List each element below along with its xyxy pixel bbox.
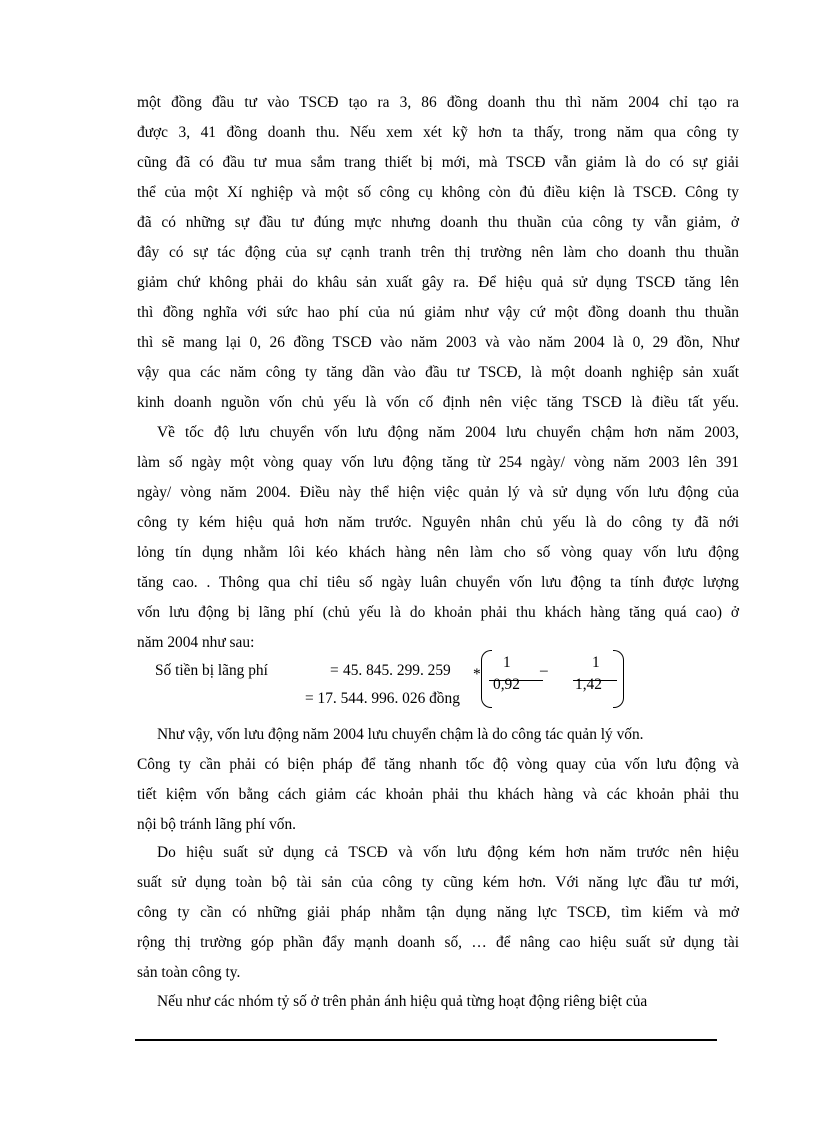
text-line: suất sử dụng toàn bộ tài sản của công ty cũng kém hơn. Với năng lực đầu tư mới, [137, 874, 739, 891]
fraction-2-denominator: 1,42 [575, 676, 602, 693]
text-line: công ty kém hiệu quả hơn năm trước. Nguyên nhân chủ yếu là do công ty đã nới [137, 514, 739, 531]
text-line: một đồng đầu tư vào TSCĐ tạo ra 3, 86 đồng doanh thu thì năm 2004 chỉ tạo ra [137, 94, 739, 111]
text-line: Nếu như các nhóm tỷ số ở trên phản ánh hiệu quả từng hoạt động riêng biệt của [157, 993, 648, 1010]
formula-label: Số tiền bị lãng phí [155, 662, 268, 679]
text-line: Công ty cần phải có biện pháp để tăng nhanh tốc độ vòng quay của vốn lưu động và [137, 756, 739, 773]
text-line: đã có những sự đầu tư đúng mực nhưng doanh thu thuần của công ty vẫn giảm, ở [137, 214, 739, 231]
text-line: Như vậy, vốn lưu động năm 2004 lưu chuyển chậm là do công tác quản lý vốn. [157, 726, 644, 743]
text-line: giảm chứ không phải do khâu sản xuất gây ra. Để hiệu quả sử dụng TSCĐ tăng lên [137, 274, 739, 291]
text-line: cũng đã có đầu tư mua sắm trang thiết bị mới, mà TSCĐ vẫn giảm là do có sự giải [137, 154, 739, 171]
formula-amount: 45. 845. 299. 259 [343, 662, 451, 679]
footer-rule [135, 1039, 717, 1041]
paragraph-2 [137, 418, 739, 658]
text-line: thể của một Xí nghiệp và một số công cụ không còn đủ điều kiện là TSCĐ. Công ty [137, 184, 739, 201]
text-line: đây có sự tác động của sự cạnh tranh trên thị trường nên làm cho doanh thu thuần [137, 244, 739, 261]
text-line: kinh doanh nguồn vốn chủ yếu là vốn cố định nên việc tăng TSCĐ là điều tất yếu. [137, 394, 739, 411]
left-bracket [481, 650, 492, 708]
text-line: thì đồng nghĩa với sức hao phí của nú giảm như vậy cứ một đồng doanh thu thuần [137, 304, 739, 321]
text-line: năm 2004 như sau: [137, 634, 255, 651]
waste-formula [155, 654, 635, 718]
text-line: ngày/ vòng năm 2004. Điều này thể hiện việc quản lý và sử dụng vốn lưu động của [137, 484, 739, 501]
fraction-1-numerator: 1 [503, 654, 511, 671]
text-line: Do hiệu suất sử dụng cả TSCĐ và vốn lưu động kém hơn năm trước nên hiệu [157, 844, 739, 861]
fraction-1-denominator: 0,92 [493, 676, 520, 693]
paragraph-4 [137, 838, 739, 988]
formula-minus: – [540, 662, 548, 679]
text-line: sản toàn công ty. [137, 964, 241, 981]
formula-times: * [473, 666, 481, 683]
text-line: thì sẽ mang lại 0, 26 đồng TSCĐ vào năm 2003 và vào năm 2004 là 0, 29 đồn, Như [137, 334, 739, 351]
text-line: làm số ngày một vòng quay vốn lưu động tăng từ 254 ngày/ vòng năm 2003 lên 391 [137, 454, 739, 471]
text-line: công ty cần có những giải pháp nhằm tận dụng năng lực TSCĐ, tìm kiếm và mở [137, 904, 739, 921]
fraction-2-numerator: 1 [592, 654, 600, 671]
text-line: vốn lưu động bị lãng phí (chủ yếu là do khoản phải thu khách hàng tăng quá cao) ở [137, 604, 739, 621]
text-line: Về tốc độ lưu chuyển vốn lưu động năm 2004 lưu chuyển chậm hơn năm 2003, [157, 424, 739, 441]
text-line: rộng thị trường góp phần đẩy mạnh doanh số, … để nâng cao hiệu suất sử dụng tài [137, 934, 739, 951]
right-bracket [613, 650, 624, 708]
paragraph-3 [137, 720, 739, 840]
formula-equals: = [330, 662, 339, 679]
text-line: được 3, 41 đồng doanh thu. Nếu xem xét kỹ hơn ta thấy, trong năm qua công ty [137, 124, 739, 141]
text-line: vậy qua các năm công ty tăng dần vào đầu tư TSCĐ, là một doanh nghiệp sản xuất [137, 364, 739, 381]
paragraph-5 [137, 987, 739, 1017]
text-line: nội bộ tránh lãng phí vốn. [137, 816, 297, 833]
text-line: lỏng tín dụng nhằm lôi kéo khách hàng nên làm cho số vòng quay vốn lưu động [137, 544, 739, 561]
text-line: tăng cao. . Thông qua chỉ tiêu số ngày luân chuyển vốn lưu động ta tính được lượng [137, 574, 739, 591]
text-line: tiết kiệm vốn bằng cách giảm các khoản phải thu khách hàng và các khoản phải thu [137, 786, 739, 803]
formula-result: = 17. 544. 996. 026 đồng [305, 690, 460, 707]
paragraph-1 [137, 88, 739, 418]
